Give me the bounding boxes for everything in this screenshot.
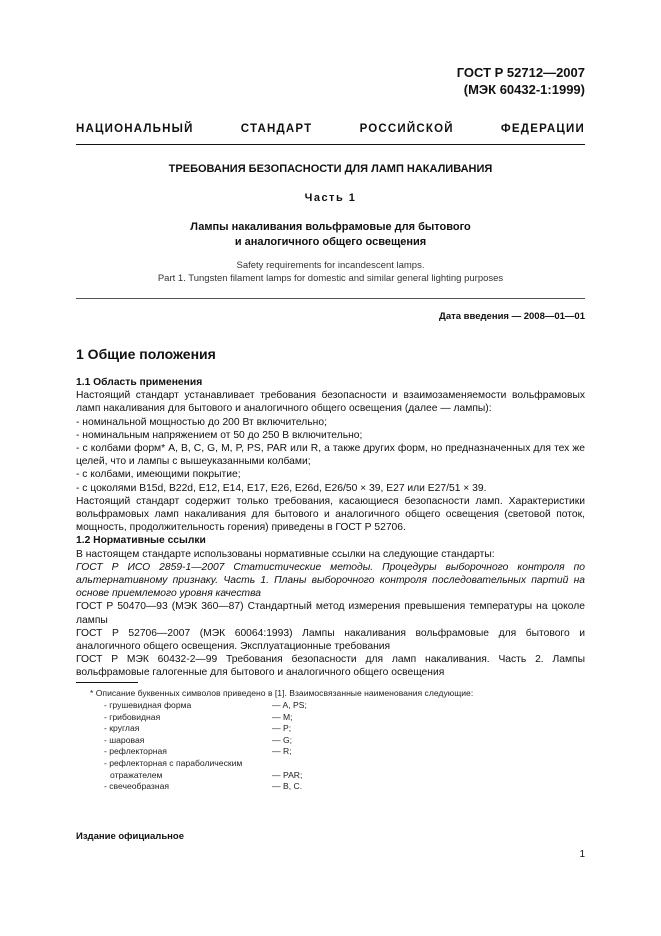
- banner-word: СТАНДАРТ: [240, 123, 313, 135]
- english-title-line: Part 1. Tungsten filament lamps for domestic and similar general lighting purposes: [157, 273, 504, 284]
- footnote-term: - круглая: [104, 723, 140, 734]
- body-text: [76, 376, 585, 680]
- reference-item: ГОСТ Р ИСО 2859-1—2007 Статистические методы. Процедуры выборочного контроля по альтернативному признаку. Часть 1. Планы выборочного контроля последовательных партий на основе приемлемого уровня качества: [76, 561, 585, 600]
- subtitle-line: Лампы накаливания вольфрамовые для бытового: [190, 221, 471, 233]
- header-divider: [76, 144, 585, 145]
- footnote-code: — B, C.: [272, 781, 303, 792]
- footnote-term: отражателем: [110, 769, 163, 780]
- footnote-code: — A, PS;: [272, 700, 307, 710]
- paragraph: Настоящий стандарт содержит только требования, касающиеся безопасности ламп. Характеристики вольфрамовых ламп накаливания для бытового и аналогичного общего освещения (световой поток, мощность, продолжительность горения) приведены в ГОСТ Р 52706.: [76, 495, 585, 534]
- footnote-row: [104, 746, 307, 758]
- footnote-code: — R;: [272, 746, 292, 757]
- edition-label: Издание официальное: [76, 831, 184, 842]
- introduction-date: Дата введения — 2008—01—01: [439, 311, 585, 322]
- footnote-divider: [76, 682, 138, 683]
- list-item: - с цоколями B15d, B22d, E12, E14, E17, E26, E26d, E26/50 × 39, E27 или E27/51 × 39.: [76, 482, 487, 494]
- footnote-code: — PAR;: [272, 769, 303, 780]
- list-item: - с колбами, имеющими покрытие;: [76, 469, 241, 481]
- footnote-intro: * Описание буквенных символов приведено в [1]. Взаимосвязанные наименования следующие:: [90, 688, 474, 698]
- footnote-code: — G;: [272, 734, 293, 745]
- document-id: [457, 64, 585, 98]
- subsection-heading: 1.1 Область применения: [76, 377, 203, 388]
- part-label: Часть 1: [304, 192, 357, 204]
- footnote-term: - свечеобразная: [104, 781, 170, 792]
- paragraph: Настоящий стандарт устанавливает требования безопасности и взаимозаменяемости вольфрамовых ламп накаливания для бытового и аналогичного общего освещения (далее — лампы):: [76, 390, 585, 415]
- subtitle-line: и аналогичного общего освещения: [234, 236, 427, 248]
- footnote-code: — P;: [272, 723, 292, 734]
- banner-word: НАЦИОНАЛЬНЫЙ: [76, 123, 194, 135]
- footnote-term: - рефлекторная: [104, 746, 167, 757]
- doc-intl-number: (МЭК 60432-1:1999): [463, 82, 585, 97]
- english-title-line: Safety requirements for incandescent lamps.: [236, 260, 425, 271]
- reference-item: ГОСТ Р МЭК 60432-2—99 Требования безопасности для ламп накаливания. Часть 2. Лампы вольфрамовые галогенные для бытового и аналогичного общего освещения: [76, 654, 585, 679]
- national-standard-banner: [76, 123, 585, 135]
- footnote-row: [104, 781, 307, 793]
- list-item: - с колбами форм* A, B, C, G, M, P, PS, PAR или R, а также других форм, но предназначенных для тех же целей, что и лампы с вышеуказанными колбами;: [76, 443, 585, 468]
- paragraph: В настоящем стандарте использованы нормативные ссылки на следующие стандарты:: [76, 548, 495, 560]
- footnote-list: [104, 700, 307, 793]
- footnote-code: — M;: [272, 711, 293, 722]
- banner-word: РОССИЙСКОЙ: [359, 123, 454, 135]
- footnote-row: [104, 723, 307, 735]
- reference-item: ГОСТ Р 50470—93 (МЭК 360—87) Стандартный метод измерения превышения температуры на цоколе лампы: [76, 601, 585, 626]
- footnote-row: [104, 700, 307, 712]
- footnote-term: - шаровая: [104, 734, 145, 745]
- standard-title: ТРЕБОВАНИЯ БЕЗОПАСНОСТИ ДЛЯ ЛАМП НАКАЛИВАНИЯ: [168, 163, 493, 175]
- footnote-row: [104, 735, 307, 747]
- section-heading: 1 Общие положения: [76, 346, 216, 362]
- subsection-heading: 1.2 Нормативные ссылки: [76, 535, 206, 547]
- footnote-term: - рефлекторная с параболическим: [104, 757, 243, 768]
- footnote-row: [104, 712, 307, 724]
- footnote-row: [104, 758, 307, 770]
- title-divider: [76, 298, 585, 299]
- footnote-row: [104, 770, 307, 782]
- page-number: 1: [579, 849, 585, 860]
- reference-item: ГОСТ Р 52706—2007 (МЭК 60064:1993) Лампы накаливания вольфрамовые для бытового и аналогичного общего освещения. Эксплуатационные требования: [76, 627, 585, 653]
- english-title: [76, 259, 585, 285]
- footnote-term: - грушевидная форма: [104, 700, 192, 710]
- standard-subtitle: [76, 220, 585, 250]
- footnote-term: - грибовидная: [104, 711, 161, 722]
- list-item: - номинальным напряжением от 50 до 250 В включительно;: [76, 429, 363, 441]
- doc-number: ГОСТ Р 52712—2007: [456, 65, 585, 80]
- banner-word: ФЕДЕРАЦИИ: [500, 123, 585, 135]
- list-item: - номинальной мощностью до 200 Вт включительно;: [76, 416, 327, 428]
